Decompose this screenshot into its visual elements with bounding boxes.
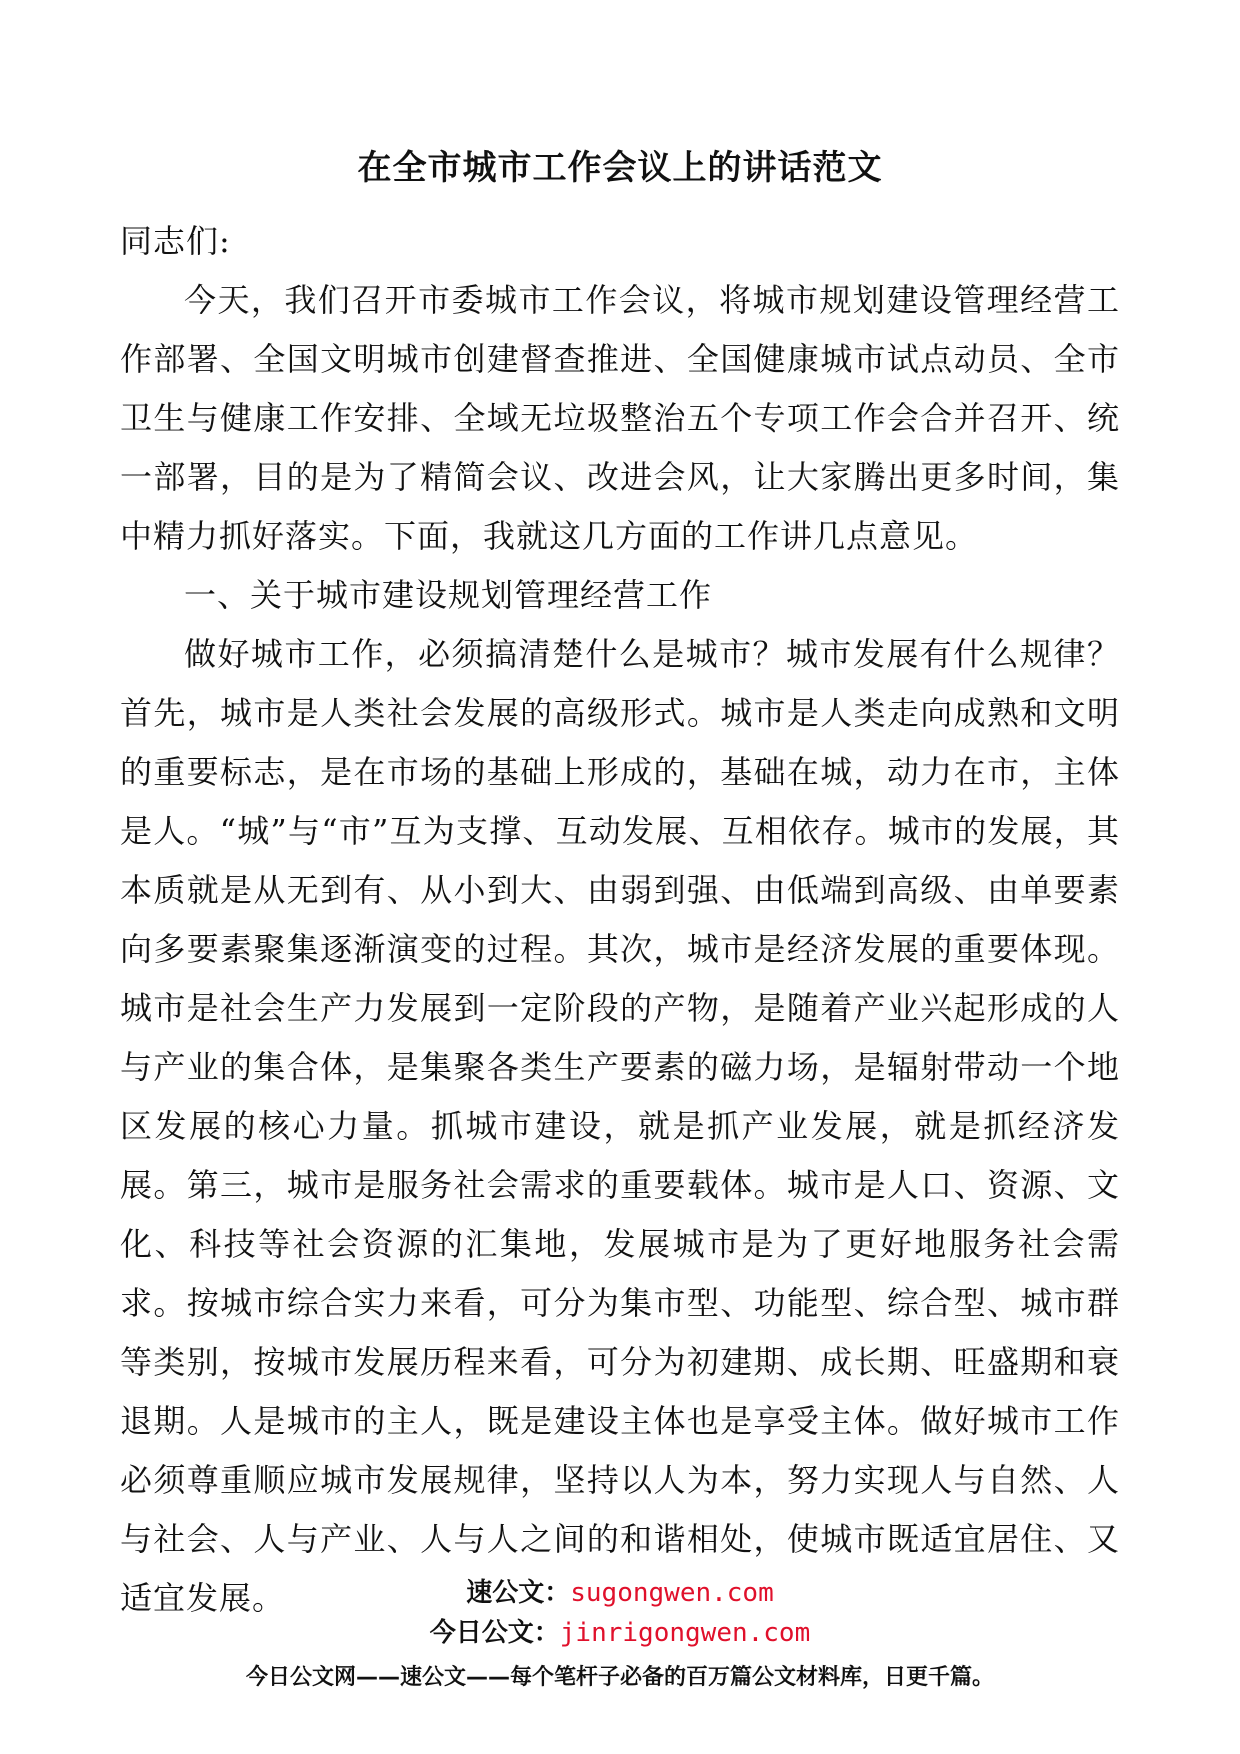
document-body [120,212,1120,1628]
footer-sugongwen-label: 速公文： [466,1578,571,1608]
paragraph-intro: 今天，我们召开市委城市工作会议，将城市规划建设管理经营工作部署、全国文明城市创建督查推进、全国健康城市试点动员、全市卫生与健康工作安排、全域无垃圾整治五个专项工作会合并召开、统一部署，目的是为了精简会议、改进会风，让大家腾出更多时间，集中精力抓好落实。下面，我就这几方面的工作讲几点意见。 [120,281,1120,555]
footer-sugongwen [0,1572,1240,1609]
salutation: 同志们: [120,222,231,260]
footer-jinrigongwen-label: 今日公文： [429,1618,560,1648]
section-heading: 一、关于城市建设规划管理经营工作 [184,576,713,614]
footer-jinrigongwen [0,1612,1240,1649]
footer-sugongwen-link[interactable]: sugongwen.com [570,1578,774,1608]
document-title: 在全市城市工作会议上的讲话范文 [357,148,883,188]
paragraph-city-work: 做好城市工作，必须搞清楚什么是城市？城市发展有什么规律？首先，城市是人类社会发展的高级形式。城市是人类走向成熟和文明的重要标志，是在市场的基础上形成的，基础在城，动力在市，主体是人。“城”与“市”互为支撑、互动发展、互相依存。城市的发展，其本质就是从无到有、从小到大、由弱到强、由低端到高级、由单要素向多要素聚集逐渐演变的过程。其次，城市是经济发展的重要体现。城市是社会生产力发展到一定阶段的产物，是随着产业兴起形成的人与产业的集合体，是集聚各类生产要素的磁力场，是辐射带动一个地区发展的核心力量。抓城市建设，就是抓产业发展，就是抓经济发展。第三，城市是服务社会需求的重要载体。城市是人口、资源、文化、科技等社会资源的汇集地，发展城市是为了更好地服务社会需求。按城市综合实力来看，可分为集市型、功能型、综合型、城市群等类别，按城市发展历程来看，可分为初建期、成长期、旺盛期和衰退期。人是城市的主人，既是建设主体也是享受主体。做好城市工作必须尊重顺应城市发展规律，坚持以人为本，努力实现人与自然、人与社会、人与产业、人与人之间的和谐相处，使城市既适宜居住、又适宜发展。 [120,635,1120,1617]
footer-jinrigongwen-link[interactable]: jinrigongwen.com [559,1618,811,1648]
footer-slogan: 今日公文网——速公文——每个笔杆子必备的百万篇公文材料库，日更千篇。 [245,1665,994,1690]
